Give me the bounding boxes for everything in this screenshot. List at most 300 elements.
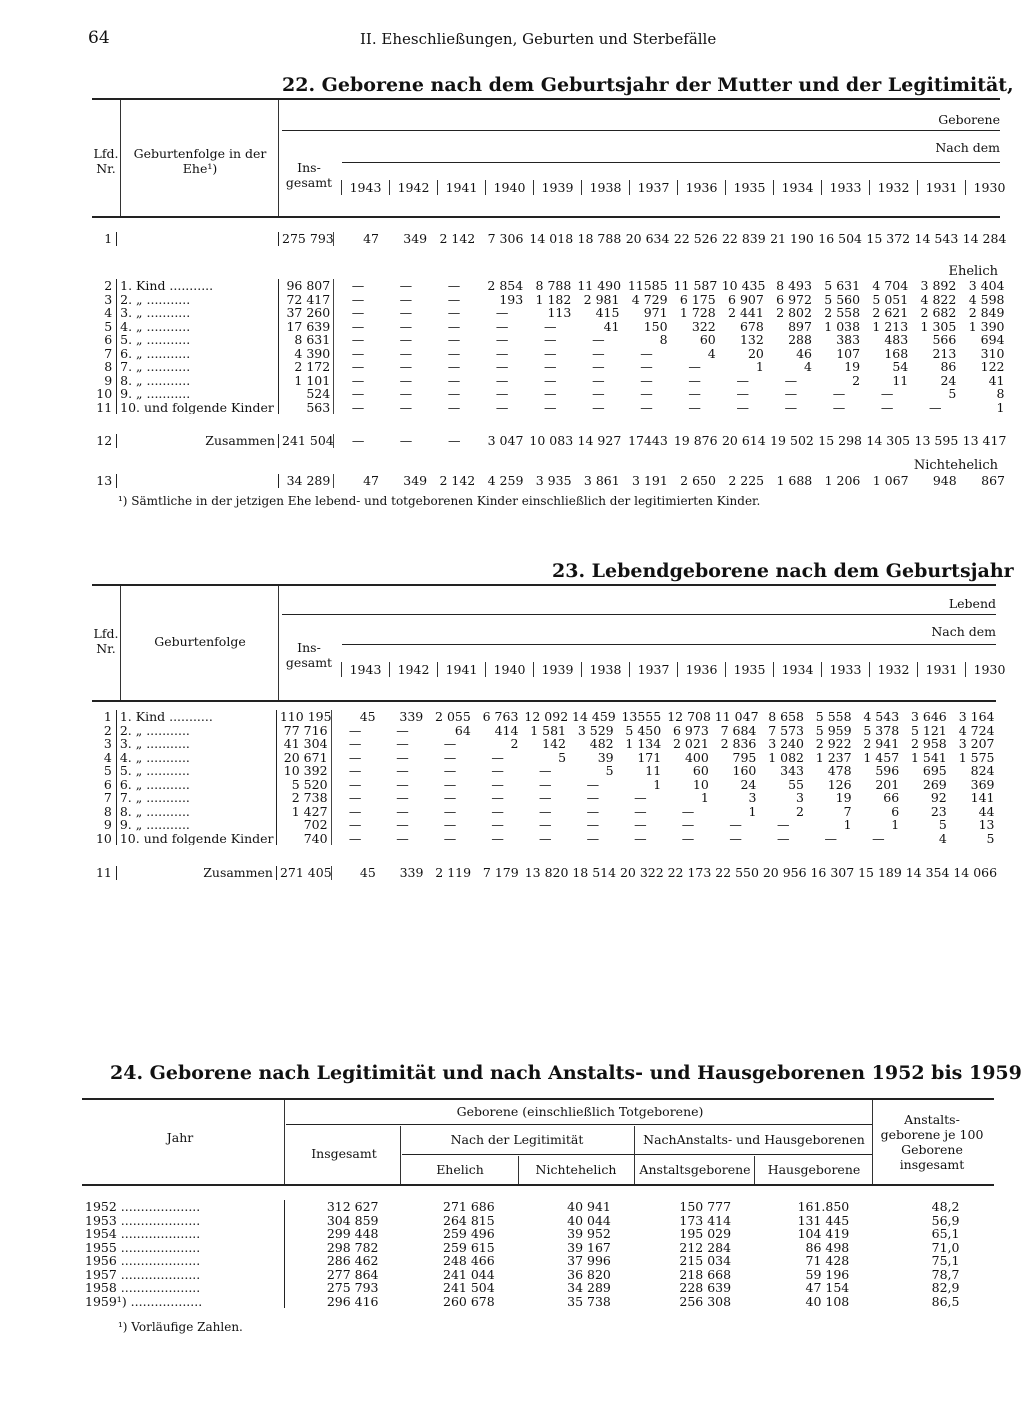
cell-haus: 86 498 bbox=[805, 1239, 850, 1255]
row-value-1943: — bbox=[348, 803, 362, 819]
table24-head-rule1 bbox=[286, 1124, 872, 1125]
row-number: 4 bbox=[88, 306, 117, 320]
row-value-1937: 20 322 bbox=[619, 865, 664, 880]
row-value-1939: 10 083 bbox=[529, 433, 574, 448]
table22-body-ehelich bbox=[88, 279, 1008, 414]
cell-year: 1958 .................... bbox=[82, 1281, 284, 1295]
row-value-1931: 269 bbox=[922, 776, 947, 792]
table24-vrule-jahr bbox=[284, 1100, 285, 1184]
row-value-1940: — bbox=[495, 372, 509, 388]
row-value-1939: — bbox=[544, 372, 557, 388]
row-value-1941: — bbox=[447, 433, 461, 448]
cell-anst: 195 029 bbox=[679, 1226, 732, 1241]
row-value-1937: 17443 bbox=[628, 433, 668, 448]
row-value-1941: — bbox=[447, 345, 461, 361]
row-value-1940: — bbox=[495, 345, 509, 361]
row-value-1937: 1 bbox=[653, 776, 662, 792]
row-number: 4 bbox=[88, 751, 116, 765]
page-number: 64 bbox=[88, 28, 110, 48]
table22-header-folge: Geburtenfolge in der Ehe¹) bbox=[133, 146, 267, 176]
row-label: Zusammen bbox=[117, 434, 279, 448]
row-value-1941: 64 bbox=[454, 722, 471, 738]
row-total: 110 195 bbox=[276, 710, 331, 724]
row-value-1936: 12 708 bbox=[667, 709, 711, 724]
row-value-1931: — bbox=[929, 399, 942, 415]
row-value-1930: 1 390 bbox=[968, 318, 1005, 334]
row-number: 6 bbox=[88, 333, 117, 347]
row-value-1932: 1 213 bbox=[872, 318, 909, 334]
row-value-1942: — bbox=[396, 763, 409, 778]
cell-per: 86,5 bbox=[931, 1293, 960, 1309]
table-row bbox=[88, 387, 1008, 401]
table24-vrule-legit bbox=[634, 1126, 635, 1184]
row-value-1939: — bbox=[538, 790, 552, 805]
row-value-1937: 4 729 bbox=[631, 291, 668, 307]
row-total: 702 bbox=[276, 818, 331, 832]
row-value-1931: 14 543 bbox=[914, 231, 959, 246]
cell-ins: 298 782 bbox=[326, 1239, 379, 1255]
row-value-1933: 1 237 bbox=[815, 749, 852, 765]
row-value-1942: — bbox=[399, 359, 413, 374]
row-label: 2. „ ........... bbox=[117, 293, 279, 307]
table24-body bbox=[82, 1200, 982, 1308]
row-value-1935: — bbox=[736, 399, 750, 415]
table23-header-insgesamt: Ins- gesamt bbox=[285, 640, 333, 670]
row-value-1940: — bbox=[491, 763, 504, 778]
row-value-1934: — bbox=[776, 830, 790, 846]
row-value-1932: — bbox=[880, 399, 894, 415]
row-value-1936: 19 876 bbox=[673, 433, 718, 448]
row-value-1937: — bbox=[640, 359, 653, 374]
row-value-1937: 1 134 bbox=[625, 736, 662, 751]
row-value-1943: — bbox=[351, 433, 365, 448]
row-value-1936: 322 bbox=[691, 318, 716, 334]
row-value-1941: — bbox=[447, 399, 461, 415]
row-value-1934: 3 240 bbox=[768, 736, 804, 751]
row-value-1942: — bbox=[396, 736, 409, 751]
row-value-1937: — bbox=[634, 817, 647, 832]
row-value-1941: — bbox=[447, 305, 461, 320]
row-value-1938: — bbox=[586, 817, 600, 832]
row-value-1942: — bbox=[396, 803, 409, 819]
table24-header-hausgeborene: Hausgeborene bbox=[767, 1162, 861, 1177]
row-value-1934: 2 802 bbox=[776, 305, 812, 320]
row-value-1941: 2 142 bbox=[439, 231, 476, 246]
row-value-1935: 795 bbox=[732, 749, 757, 765]
row-label: 4. „ ........... bbox=[116, 751, 276, 765]
sum-row bbox=[88, 434, 1008, 448]
table23-header-folge: Geburtenfolge bbox=[154, 634, 246, 649]
table22-header-geborene: Geborene bbox=[938, 112, 1000, 127]
row-value-1940: — bbox=[491, 803, 504, 819]
row-value-1940: — bbox=[495, 386, 509, 401]
row-value-1938: 11 490 bbox=[577, 278, 622, 293]
row-value-1932: 2 621 bbox=[872, 305, 909, 320]
table23-header-lebend: Lebend bbox=[948, 596, 996, 611]
row-number: 8 bbox=[88, 805, 116, 819]
year-header-1932: 1932 bbox=[869, 662, 917, 677]
table-row bbox=[88, 791, 998, 805]
table23-header-lfd: Lfd. Nr. bbox=[93, 626, 119, 656]
row-number: 2 bbox=[88, 724, 116, 738]
row-value-1930: 13 417 bbox=[962, 433, 1007, 448]
row-value-1941: — bbox=[447, 359, 461, 374]
row-value-1943: — bbox=[348, 763, 362, 778]
row-label: 6. „ ........... bbox=[117, 347, 279, 361]
cell-per: 65,1 bbox=[931, 1226, 960, 1241]
row-total: 8 631 bbox=[278, 333, 333, 347]
table22-row13 bbox=[88, 474, 1008, 488]
table-row bbox=[88, 401, 1008, 415]
row-value-1936: 2 021 bbox=[673, 736, 709, 751]
table23-title: 23. Lebendgeborene nach dem Geburtsjahr bbox=[552, 560, 1014, 582]
row-value-1943: — bbox=[351, 345, 365, 361]
cell-ins: 286 462 bbox=[326, 1253, 379, 1268]
table22-header-insgesamt: Ins- gesamt bbox=[285, 160, 333, 190]
row-value-1938: — bbox=[586, 790, 600, 805]
table23-sum-row bbox=[88, 866, 998, 880]
table-row bbox=[88, 320, 1008, 334]
row-value-1934: — bbox=[784, 399, 798, 415]
cell-anst: 215 034 bbox=[679, 1253, 732, 1268]
cell-nicht: 39 952 bbox=[567, 1226, 611, 1241]
row-total: 34 289 bbox=[279, 474, 334, 488]
row-value-1931: 948 bbox=[932, 473, 957, 488]
cell-ehe: 241 504 bbox=[443, 1280, 495, 1295]
row-number: 7 bbox=[88, 791, 116, 805]
row-value-1936: — bbox=[681, 803, 695, 819]
row-value-1934: 343 bbox=[780, 763, 804, 778]
row-value-1932: 168 bbox=[884, 345, 909, 361]
table22-sum-row bbox=[88, 434, 1008, 448]
row-value-1932: 6 bbox=[891, 803, 900, 819]
row-value-1931: 5 bbox=[938, 817, 947, 832]
row-value-1933: 383 bbox=[836, 332, 861, 347]
row-value-1932: 66 bbox=[883, 790, 900, 805]
row-number: 7 bbox=[88, 347, 117, 361]
row-value-1934: 2 bbox=[796, 803, 804, 819]
table22-head-rule1 bbox=[282, 130, 1000, 131]
table24-head-bottom-rule bbox=[82, 1184, 994, 1186]
row-value-1942: — bbox=[399, 332, 413, 347]
row-value-1935: 20 bbox=[747, 345, 764, 361]
row-value-1943: — bbox=[351, 386, 365, 401]
row-value-1943: 45 bbox=[359, 865, 376, 880]
row-value-1930: 44 bbox=[978, 803, 995, 819]
row-value-1934: — bbox=[784, 372, 798, 388]
year-header-1932: 1932 bbox=[869, 180, 917, 195]
row-value-1938: — bbox=[592, 345, 605, 361]
row-number: 9 bbox=[88, 374, 117, 388]
row-value-1931: 92 bbox=[930, 790, 947, 805]
row-label: 9. „ ........... bbox=[116, 818, 276, 832]
row-value-1935: 1 bbox=[755, 359, 764, 374]
table-row bbox=[82, 1268, 982, 1282]
cell-anst: 256 308 bbox=[679, 1293, 732, 1309]
year-header-1930: 1930 bbox=[965, 180, 1013, 195]
table-row bbox=[88, 832, 998, 846]
row-number: 10 bbox=[88, 832, 116, 846]
row-value-1943: — bbox=[351, 359, 365, 374]
table-row bbox=[88, 347, 1008, 361]
row-value-1932: 483 bbox=[884, 332, 909, 347]
cell-ins: 304 859 bbox=[326, 1212, 379, 1228]
row-value-1933: 1 bbox=[843, 817, 852, 832]
row-value-1935: 2 441 bbox=[728, 305, 764, 320]
table-row bbox=[82, 1295, 982, 1309]
cell-per: 48,2 bbox=[931, 1199, 960, 1214]
row-value-1943: 47 bbox=[363, 231, 379, 246]
cell-year: 1954 .................... bbox=[82, 1227, 284, 1241]
row-value-1941: — bbox=[447, 278, 461, 293]
row-number: 3 bbox=[88, 737, 116, 751]
year-header-1930: 1930 bbox=[965, 662, 1013, 677]
year-header-1936: 1936 bbox=[677, 180, 725, 195]
row-value-1939: 1 581 bbox=[530, 722, 567, 738]
row-number: 3 bbox=[88, 293, 117, 307]
table24-header-anstaltsgeborene: Anstaltsgeborene bbox=[639, 1162, 751, 1177]
row-value-1942: 339 bbox=[399, 709, 424, 724]
row-label: 2. „ ........... bbox=[116, 724, 276, 738]
row-value-1930: 1 bbox=[996, 399, 1005, 415]
row-value-1931: 5 bbox=[948, 386, 957, 401]
row-value-1934: 897 bbox=[788, 318, 812, 334]
cell-per: 75,1 bbox=[931, 1253, 960, 1268]
row-number: 11 bbox=[88, 401, 117, 415]
row-number: 1 bbox=[88, 710, 116, 724]
row-value-1933: 15 298 bbox=[818, 433, 862, 448]
row-number: 13 bbox=[88, 474, 117, 488]
table24-header-jahr: Jahr bbox=[166, 1130, 194, 1145]
row-value-1942: 339 bbox=[399, 865, 424, 880]
table24-header-nichtehelich: Nichtehelich bbox=[535, 1162, 617, 1177]
row-value-1942: — bbox=[399, 372, 413, 388]
row-value-1930: 694 bbox=[980, 332, 1005, 347]
row-value-1941: — bbox=[443, 763, 457, 778]
table-row bbox=[88, 737, 998, 751]
row-number: 11 bbox=[88, 866, 116, 880]
cell-nicht: 35 738 bbox=[567, 1293, 611, 1309]
cell-ins: 299 448 bbox=[326, 1226, 379, 1241]
row-value-1934: 55 bbox=[788, 776, 804, 792]
table22-section-ehelich: Ehelich bbox=[948, 264, 998, 279]
row-value-1933: 107 bbox=[836, 345, 861, 361]
table22-section-nichtehelich: Nichtehelich bbox=[913, 458, 998, 473]
table-row bbox=[88, 374, 1008, 388]
cell-anst: 218 668 bbox=[679, 1266, 732, 1282]
cell-haus: 71 428 bbox=[805, 1253, 850, 1268]
row-value-1933: 478 bbox=[827, 763, 852, 778]
row-value-1933: 16 307 bbox=[810, 865, 855, 880]
row-value-1936: 60 bbox=[699, 332, 716, 347]
row-value-1935: — bbox=[736, 386, 750, 401]
row-value-1933: — bbox=[832, 386, 846, 401]
cell-year: 1952 .................... bbox=[82, 1200, 284, 1214]
row-value-1930: 122 bbox=[980, 359, 1005, 374]
cell-haus: 161.850 bbox=[797, 1199, 850, 1214]
row-label: Zusammen bbox=[116, 866, 276, 880]
row-value-1933: — bbox=[832, 399, 846, 415]
row-value-1943: — bbox=[351, 318, 365, 334]
table24-header-insgesamt: Insgesamt bbox=[311, 1146, 377, 1161]
row-value-1943: — bbox=[351, 278, 365, 293]
row-total: 77 716 bbox=[276, 724, 331, 738]
cell-haus: 59 196 bbox=[805, 1266, 850, 1282]
row-value-1941: 2 119 bbox=[435, 865, 472, 880]
row-value-1935: 2 225 bbox=[728, 473, 765, 488]
row-value-1937: 11585 bbox=[627, 278, 668, 293]
row-value-1930: 14 284 bbox=[962, 231, 1007, 246]
row-value-1940: 6 763 bbox=[482, 709, 519, 724]
row-value-1936: — bbox=[681, 817, 695, 832]
row-value-1930: 5 bbox=[986, 830, 995, 846]
row-value-1941: 2 142 bbox=[439, 473, 476, 488]
row-value-1934: 4 bbox=[804, 359, 812, 374]
row-value-1943: — bbox=[351, 399, 365, 415]
row-value-1933: 16 504 bbox=[818, 231, 862, 246]
cell-ehe: 241 044 bbox=[443, 1266, 495, 1282]
row-value-1943: — bbox=[348, 776, 362, 792]
row-value-1938: — bbox=[592, 386, 605, 401]
row-value-1932: 5 378 bbox=[863, 722, 900, 738]
cell-ins: 296 416 bbox=[326, 1293, 379, 1309]
row-value-1934: 46 bbox=[796, 345, 812, 361]
row-value-1939: — bbox=[538, 817, 552, 832]
row-value-1941: — bbox=[447, 386, 461, 401]
cell-year: 1953 .................... bbox=[82, 1214, 284, 1228]
row-value-1931: 1 305 bbox=[920, 318, 957, 334]
row-value-1943: — bbox=[348, 830, 362, 846]
row-value-1936: 400 bbox=[684, 749, 709, 765]
row-value-1938: — bbox=[592, 359, 605, 374]
cell-per: 71,0 bbox=[931, 1239, 960, 1255]
row-total: 2 172 bbox=[278, 360, 333, 374]
year-header-1938: 1938 bbox=[581, 180, 629, 195]
row-value-1930: 141 bbox=[970, 790, 995, 805]
row-value-1933: 126 bbox=[827, 776, 852, 792]
row-value-1935: 24 bbox=[740, 776, 757, 792]
year-header-1942: 1942 bbox=[389, 180, 437, 195]
row-value-1931: 566 bbox=[932, 332, 957, 347]
year-header-1933: 1933 bbox=[821, 180, 869, 195]
year-header-1941: 1941 bbox=[437, 662, 485, 677]
cell-ins: 275 793 bbox=[326, 1280, 379, 1295]
row-value-1935: 160 bbox=[732, 763, 757, 778]
table-row bbox=[88, 818, 998, 832]
row-value-1938: — bbox=[586, 803, 600, 819]
row-value-1943: — bbox=[351, 291, 365, 307]
row-value-1943: 45 bbox=[359, 709, 376, 724]
row-value-1936: 11 587 bbox=[673, 278, 718, 293]
row-value-1933: 7 bbox=[843, 803, 852, 819]
row-value-1932: 4 704 bbox=[872, 278, 909, 293]
row-value-1940: 414 bbox=[494, 722, 519, 738]
table23-year-headers bbox=[341, 662, 1013, 677]
row-value-1936: 4 bbox=[707, 345, 716, 361]
row-value-1930: 8 bbox=[996, 386, 1005, 401]
table22-row1 bbox=[88, 232, 1008, 246]
row-value-1934: 8 493 bbox=[776, 278, 812, 293]
row-value-1933: 19 bbox=[835, 790, 852, 805]
table23-head-bottom-rule bbox=[92, 700, 996, 702]
row-value-1942: — bbox=[396, 817, 409, 832]
row-value-1932: 2 941 bbox=[863, 736, 900, 751]
row-value-1935: — bbox=[729, 830, 742, 846]
cell-per: 82,9 bbox=[931, 1280, 960, 1295]
row-label: 3. „ ........... bbox=[117, 306, 279, 320]
year-header-1939: 1939 bbox=[533, 180, 581, 195]
row-value-1935: 22 839 bbox=[721, 231, 766, 246]
row-value-1931: 213 bbox=[932, 345, 957, 361]
row-label: 3. „ ........... bbox=[116, 737, 276, 751]
row-value-1939: — bbox=[544, 359, 557, 374]
row-value-1935: 1 bbox=[748, 803, 757, 819]
row-value-1930: 4 598 bbox=[968, 291, 1005, 307]
row-value-1930: 310 bbox=[980, 345, 1005, 361]
cell-year: 1957 .................... bbox=[82, 1268, 284, 1282]
year-header-1931: 1931 bbox=[917, 662, 965, 677]
row-value-1940: — bbox=[491, 830, 504, 846]
row-value-1942: — bbox=[399, 386, 413, 401]
year-header-1931: 1931 bbox=[917, 180, 965, 195]
row-value-1940: — bbox=[491, 817, 504, 832]
cell-ins: 312 627 bbox=[326, 1199, 379, 1214]
row-number: 9 bbox=[88, 818, 116, 832]
table-row bbox=[88, 360, 1008, 374]
row-label: 4. „ ........... bbox=[117, 320, 279, 334]
table24-header-anstalt-haus: NachAnstalts- und Hausgeborenen bbox=[643, 1132, 865, 1147]
row-value-1935: — bbox=[729, 817, 742, 832]
row-value-1940: — bbox=[495, 318, 509, 334]
row-value-1939: 8 788 bbox=[535, 278, 572, 293]
row-value-1942: — bbox=[399, 433, 413, 448]
table-row bbox=[88, 724, 998, 738]
row-value-1939: — bbox=[538, 776, 552, 792]
row-value-1931: 2 958 bbox=[910, 736, 947, 751]
row-value-1934: 8 658 bbox=[768, 709, 804, 724]
row-value-1930: 1 575 bbox=[958, 749, 995, 765]
table24-header-geborene: Geborene (einschließlich Totgeborene) bbox=[456, 1104, 704, 1119]
row-value-1935: 7 684 bbox=[720, 722, 757, 738]
row-value-1930: 13 bbox=[978, 817, 995, 832]
sum-row bbox=[88, 866, 998, 880]
row-value-1933: 1 038 bbox=[824, 318, 861, 334]
row-value-1936: 22 526 bbox=[673, 231, 718, 246]
row-value-1940: — bbox=[495, 359, 509, 374]
table23-header-nach-dem: Nach dem bbox=[931, 624, 996, 639]
row-value-1931: 4 bbox=[938, 830, 947, 846]
row-value-1939: — bbox=[544, 318, 557, 334]
year-header-1941: 1941 bbox=[437, 180, 485, 195]
row-value-1931: 14 354 bbox=[905, 865, 950, 880]
row-value-1936: 6 175 bbox=[679, 291, 716, 307]
row-value-1932: 1 457 bbox=[863, 749, 900, 765]
row-label: 6. „ ........... bbox=[116, 778, 276, 792]
row-value-1937: 20 634 bbox=[625, 231, 670, 246]
row-value-1942: — bbox=[396, 790, 409, 805]
row-value-1938: — bbox=[586, 830, 600, 846]
row-value-1941: — bbox=[443, 830, 457, 846]
year-header-1940: 1940 bbox=[485, 180, 533, 195]
row-total: 41 304 bbox=[276, 737, 331, 751]
row-value-1932: 5 051 bbox=[872, 291, 909, 307]
row-value-1936: — bbox=[688, 399, 701, 415]
table-row bbox=[88, 805, 998, 819]
row-value-1943: — bbox=[351, 372, 365, 388]
row-value-1932: — bbox=[880, 386, 894, 401]
row-value-1935: 678 bbox=[739, 318, 764, 334]
row-value-1933: 5 631 bbox=[824, 278, 861, 293]
